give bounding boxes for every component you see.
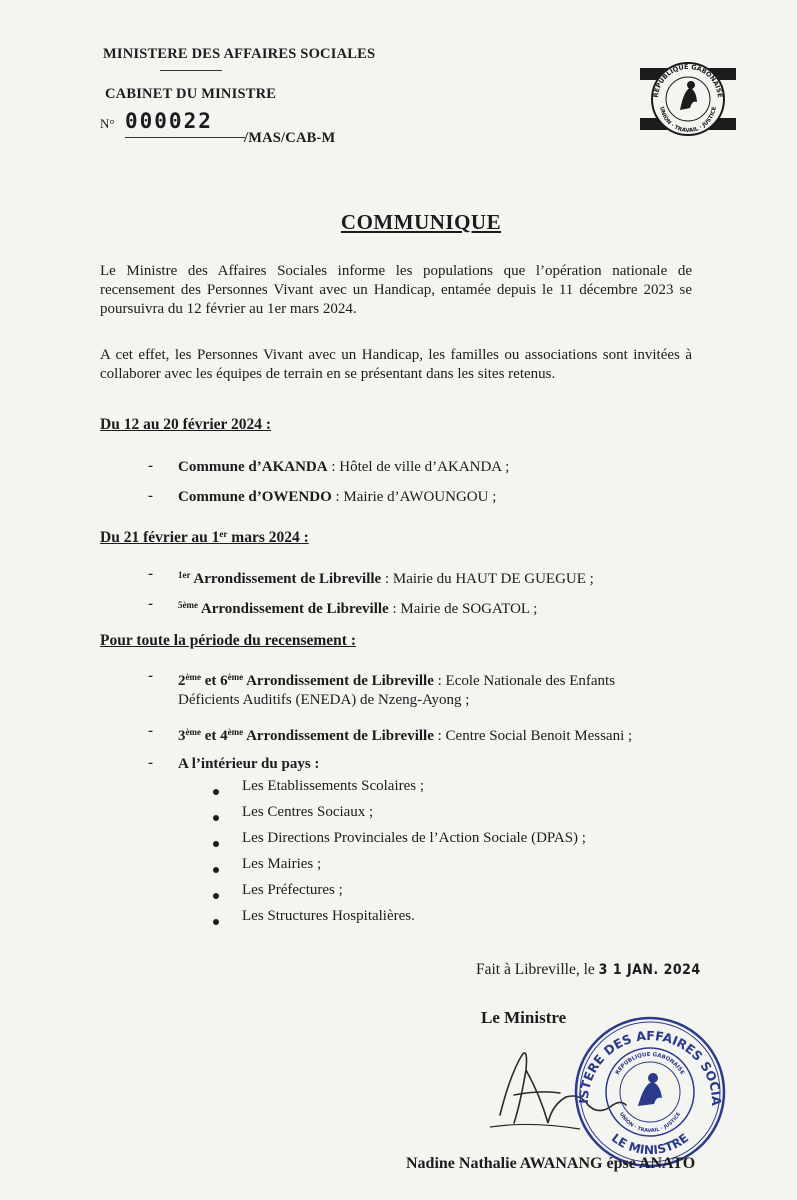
- cabinet-name: CABINET DU MINISTRE: [105, 86, 277, 102]
- signatory-name: Nadine Nathalie AWANANG épse ANATO: [406, 1155, 696, 1172]
- arrondissement-name: Arrondissement de Libreville: [243, 673, 434, 689]
- arr-num-2: et 4: [201, 728, 228, 744]
- seal-bottom-text: LE MINISTRE: [608, 1130, 692, 1158]
- list-item: [178, 668, 698, 710]
- dash-icon: -: [148, 596, 153, 612]
- bullet-icon: [213, 815, 219, 821]
- arr-sup-1: ème: [185, 672, 201, 682]
- seal-inner-top: REPUBLIQUE GABONAISE: [614, 1051, 686, 1076]
- date-stamp: 3 1 JAN. 2024: [598, 962, 701, 978]
- list-item: [178, 723, 632, 746]
- site-location: : Hôtel de ville d’AKANDA ;: [327, 459, 510, 475]
- intro-paragraph: Le Ministre des Affaires Sociales informe les populations que l’opération nationale de recensement des Personnes Vivant avec un Handicap, entamée depuis le 11 décembre 2023 se poursuivra du 12 février au 1er mars 2024.: [100, 263, 692, 317]
- site-location: : Centre Social Benoit Messani ;: [433, 728, 633, 744]
- list-item: [178, 566, 594, 589]
- arr-sup-2: ème: [227, 727, 244, 737]
- bullet-icon: [213, 919, 219, 925]
- list-item: Les Préfectures ;: [242, 882, 343, 898]
- list-item: [178, 458, 509, 477]
- document-number-suffix: /MAS/CAB-M: [244, 130, 336, 146]
- section-title-pre: Du 21 février au 1: [100, 529, 220, 546]
- list-item: Les Etablissements Scolaires ;: [242, 778, 425, 794]
- section-title-period-2: [100, 529, 309, 547]
- seal-outer-text: ISTERE DES AFFAIRES SOCIA: [575, 1027, 725, 1106]
- dash-icon: -: [148, 755, 153, 771]
- document-number: 000022: [125, 109, 213, 133]
- arrondissement-name: Arrondissement de Libreville: [243, 728, 434, 744]
- arr-num-2: et 6: [201, 673, 228, 689]
- dash-icon: -: [148, 458, 153, 474]
- signatory-role: Le Ministre: [481, 1008, 567, 1027]
- dash-icon: -: [148, 723, 153, 739]
- site-location: : Mairie d’AWOUNGOU ;: [331, 489, 497, 505]
- site-commune: Commune d’AKANDA: [178, 459, 328, 475]
- section-title-post: mars 2024 :: [227, 529, 309, 546]
- interior-title: A l’intérieur du pays :: [178, 756, 320, 772]
- list-item: Les Mairies ;: [242, 856, 322, 872]
- section-title-sup: er: [219, 529, 228, 539]
- arrondissement-number: 5ème: [178, 600, 198, 610]
- place-date: [476, 960, 701, 980]
- ministry-seal: [570, 1012, 730, 1172]
- site-location: : Ecole Nationale des Enfants: [433, 673, 616, 689]
- list-item: Les Centres Sociaux ;: [242, 804, 374, 820]
- invitation-paragraph: A cet effet, les Personnes Vivant avec un Handicap, les familles ou associations sont invitées à collaborer avec les équipes de terrain en se présentant dans les sites retenus.: [100, 347, 692, 382]
- arr-num-1: 2: [178, 673, 186, 689]
- dash-icon: -: [148, 488, 153, 504]
- number-label: N°: [100, 116, 115, 131]
- arr-num-1: 3: [178, 728, 186, 744]
- site-location: : Mairie du HAUT DE GUEGUE ;: [381, 571, 594, 587]
- arrondissement-number: 1er: [178, 570, 191, 580]
- svg-text:LE MINISTRE: [609, 1131, 691, 1157]
- bullet-icon: [213, 789, 219, 795]
- emblem-bottom-text: UNION · TRAVAIL · JUSTICE: [658, 106, 718, 135]
- arr-sup-1: ème: [185, 727, 201, 737]
- header-divider: [160, 70, 222, 71]
- dash-icon: -: [148, 566, 153, 582]
- section-title-whole-period: Pour toute la période du recensement :: [100, 632, 356, 649]
- dash-icon: -: [148, 668, 153, 684]
- arrondissement-name: Arrondissement de Libreville: [198, 601, 389, 617]
- ministry-name: MINISTERE DES AFFAIRES SOCIALES: [103, 46, 376, 62]
- bullet-icon: [213, 841, 219, 847]
- list-item: Les Directions Provinciales de l’Action Sociale (DPAS) ;: [242, 830, 586, 846]
- bullet-icon: [213, 893, 219, 899]
- arrondissement-name: Arrondissement de Libreville: [190, 571, 382, 587]
- site-commune: Commune d’OWENDO: [178, 489, 332, 505]
- site-location: : Mairie de SOGATOL ;: [388, 601, 538, 617]
- list-item: [178, 596, 537, 619]
- emblem-top-text: REPUBLIQUE GABONAISE: [651, 62, 725, 98]
- section-title-period-1: Du 12 au 20 février 2024 :: [100, 416, 272, 433]
- place-prefix: Fait à Libreville, le: [476, 961, 595, 978]
- page-title: COMMUNIQUE: [340, 210, 502, 234]
- number-underline: [125, 137, 245, 138]
- list-item: [178, 488, 496, 507]
- republic-emblem: [640, 58, 736, 140]
- seal-inner-bottom: UNION · TRAVAIL · JUSTICE: [617, 1111, 683, 1135]
- list-item: Les Structures Hospitalières.: [242, 908, 415, 924]
- bullet-icon: [213, 867, 219, 873]
- arr-sup-2: ème: [227, 672, 244, 682]
- site-location-cont: Déficients Auditifs (ENEDA) de Nzeng-Ayong ;: [178, 692, 470, 708]
